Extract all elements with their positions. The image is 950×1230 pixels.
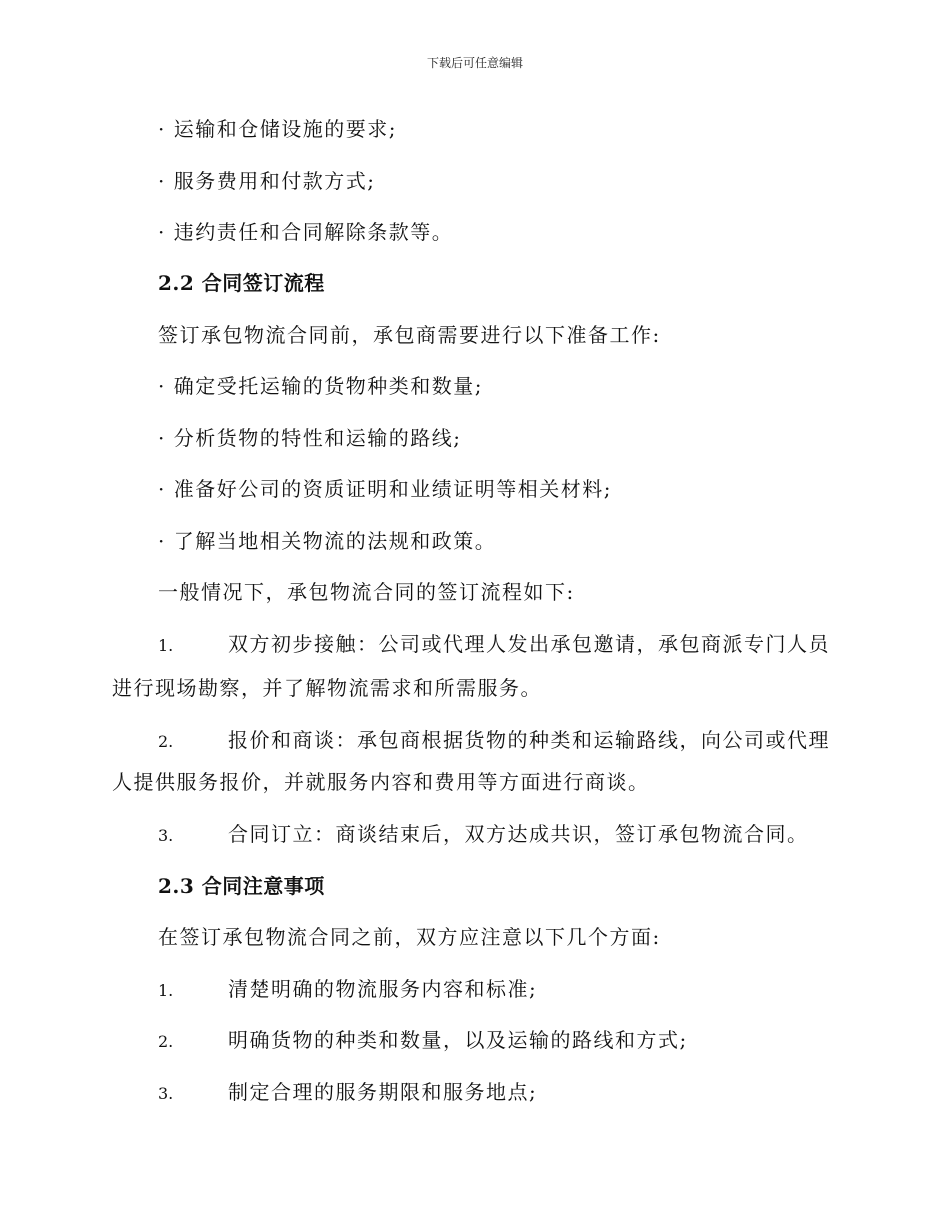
bullet-item: · 分析货物的特性和运输的路线; <box>158 426 462 450</box>
step-text: 双方初步接触：公司或代理人发出承包邀请，承包商派专门人员 <box>228 632 830 656</box>
item-text: 明确货物的种类和数量，以及运输的路线和方式; <box>228 1028 688 1052</box>
bullet-item: · 服务费用和付款方式; <box>158 169 376 193</box>
step-number: 1. <box>158 636 174 655</box>
step-text-continued: 人提供服务报价，并就服务内容和费用等方面进行商谈。 <box>112 770 650 794</box>
paragraph: 一般情况下，承包物流合同的签订流程如下: <box>158 580 575 604</box>
bullet-item: · 准备好公司的资质证明和业绩证明等相关材料; <box>158 477 612 501</box>
bullet-item: · 了解当地相关物流的法规和政策。 <box>158 529 497 553</box>
step-text: 合同订立：商谈结束后，双方达成共识，签订承包物流合同。 <box>228 822 809 846</box>
bullet-item: · 运输和仓储设施的要求; <box>158 117 397 141</box>
item-text: 制定合理的服务期限和服务地点; <box>228 1080 538 1104</box>
item-number: 1. <box>158 981 174 1000</box>
item-text: 清楚明确的物流服务内容和标准; <box>228 977 538 1001</box>
numbered-item <box>158 979 838 999</box>
numbered-item <box>158 1030 838 1050</box>
section-heading-2-2: 2.2 合同签订流程 <box>158 271 325 295</box>
paragraph: 在签订承包物流合同之前，双方应注意以下几个方面: <box>158 925 661 949</box>
item-number: 3. <box>158 1084 174 1103</box>
bullet-item: · 确定受托运输的货物种类和数量; <box>158 374 483 398</box>
bullet-item: · 违约责任和合同解除条款等。 <box>158 220 454 244</box>
section-heading-2-3: 2.3 合同注意事项 <box>158 874 325 898</box>
step-number: 2. <box>158 732 174 751</box>
numbered-item <box>158 1082 838 1102</box>
item-number: 2. <box>158 1032 174 1051</box>
page-header: 下载后可任意编辑 <box>426 56 523 70</box>
step-number: 3. <box>158 826 174 845</box>
numbered-step <box>158 634 838 654</box>
paragraph: 签订承包物流合同前，承包商需要进行以下准备工作: <box>158 323 661 347</box>
numbered-step <box>158 824 838 844</box>
step-text: 报价和商谈：承包商根据货物的种类和运输路线，向公司或代理 <box>228 728 830 752</box>
numbered-step <box>158 730 838 750</box>
step-text-continued: 进行现场勘察，并了解物流需求和所需服务。 <box>112 676 542 700</box>
